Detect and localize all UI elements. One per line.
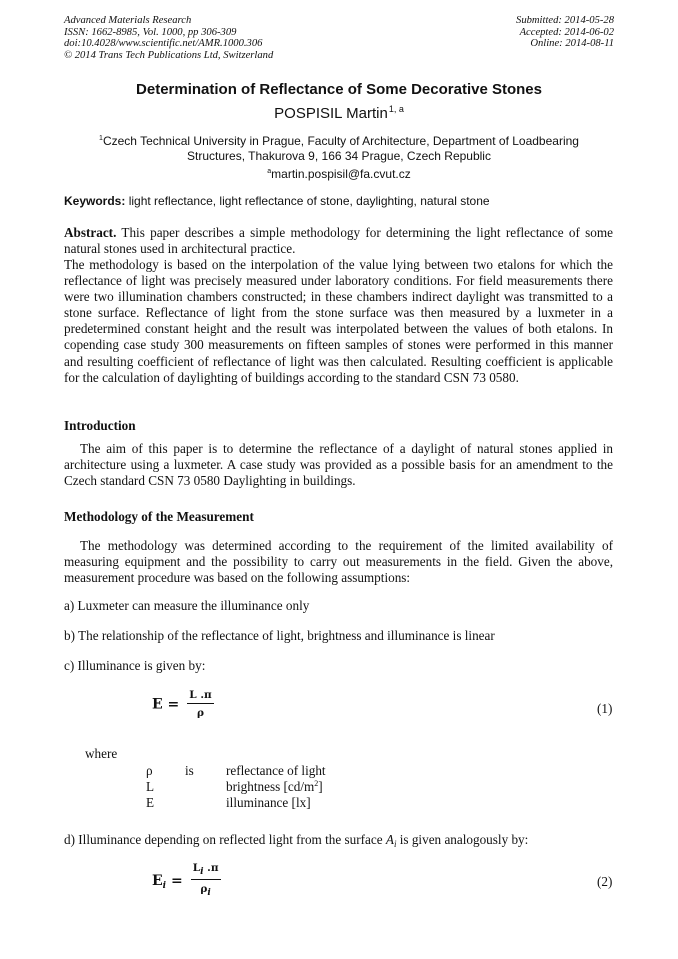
methodology-heading: Methodology of the Measurement (64, 509, 254, 524)
assumption-d-variable: A (385, 832, 394, 847)
equation-2-num-rest: .π (203, 862, 219, 874)
email-marker: a (267, 168, 272, 175)
where-desc-rho: reflectance of light (226, 763, 326, 778)
equation-2-lhs-var: E (152, 872, 163, 889)
equation-2-number: (2) (597, 874, 613, 889)
dates-header (516, 15, 614, 50)
equation-1 (152, 689, 214, 719)
abstract-label: Abstract. (64, 225, 117, 240)
journal-doi: doi:10.4028/www.scientific.net/AMR.1000.306 (64, 38, 263, 50)
assumption-d (64, 832, 528, 849)
assumption-d-text-end: is given analogously by: (396, 832, 529, 847)
equation-1-number: (1) (597, 701, 613, 716)
assumption-a: a) Luxmeter can measure the illuminance only (64, 598, 310, 613)
assumption-d-subscript: i (393, 839, 397, 849)
methodology-text: The methodology was determined according to the requirement of the limited availability of measuring equipment and the possibility to carry out measurements in the field. Given the above, measurement procedure was based on the following assumptions: (64, 538, 613, 586)
equation-1-fraction (187, 689, 213, 719)
journal-copyright: © 2014 Trans Tech Publications Ltd, Switzerland (64, 49, 274, 61)
abstract-paragraph-2: The methodology is based on the interpolation of the value lying between two etalons for which the reflectance of light was precisely measured under laboratory conditions. For field measurements there were two illumination chambers constructed; in these chambers indirect daylight was transmitted to a stone surface. Reflectance of light from the stone surface was then measured by a luxmeter in a predetermined constant height and the result was interpolated between the values of both etalons. In copending case study 300 measurements on fifteen samples of stones were performed in this manner and resulting coefficient of reflectance of light was then calculated. Resulting coefficient is applicable for the calculation of daylighting of buildings according to the standard CSN 73 0580. (64, 257, 613, 385)
submitted-date: Submitted: 2014-05-28 (516, 15, 614, 26)
equation-1-denominator: ρ (196, 707, 204, 719)
equation-2-den-sub: i (207, 888, 211, 898)
equation-2-denominator (191, 880, 221, 898)
keywords-label: Keywords: (64, 194, 126, 208)
equation-1-lhs: E = (152, 696, 180, 713)
where-desc-l (226, 779, 323, 795)
abstract-text-1: This paper describes a simple methodology for determining the light reflectance of some natural stones used in architectural practice. (64, 225, 613, 257)
equation-2-num-sub: i (200, 867, 204, 877)
where-desc-l-end: ] (318, 779, 323, 794)
where-symbol-l: L (146, 779, 155, 794)
equation-2-den-var: ρ (200, 883, 208, 895)
equation-1-numerator: L .π (187, 689, 213, 704)
journal-name: Advanced Materials Research (64, 15, 192, 26)
equation-2-numerator (191, 862, 221, 880)
keywords-text: light reflectance, light reflectance of stone, daylighting, natural stone (125, 194, 490, 208)
equation-2-fraction (191, 862, 221, 898)
assumption-c: c) Illuminance is given by: (64, 658, 206, 673)
introduction-text: The aim of this paper is to determine the reflectance of a daylight of natural stones applied in architecture using a luxmeter. A case study was provided as a possible basis for an amendment to the Czech standard CSN 73 0580 Daylighting in buildings. (64, 441, 613, 489)
author-email: martin.pospisil@fa.cvut.cz (271, 167, 411, 181)
affiliation-marker: 1 (99, 135, 103, 142)
author-line (0, 104, 678, 122)
abstract-paragraph-1 (64, 225, 613, 257)
where-symbol-rho: ρ (146, 763, 153, 778)
where-symbol-e: E (146, 795, 155, 810)
equation-2 (152, 862, 221, 898)
equation-2-lhs (152, 873, 183, 889)
introduction-heading: Introduction (64, 418, 136, 433)
online-date: Online: 2014-08-11 (530, 38, 614, 50)
affiliation-line-1: Czech Technical University in Prague, Faculty of Architecture, Department of Loadbearing (102, 134, 579, 148)
accepted-date: Accepted: 2014-06-02 (519, 26, 614, 38)
journal-header (64, 15, 273, 61)
where-desc-l-text: brightness [cd/m (226, 779, 315, 794)
author-superscript: 1, a (388, 104, 404, 114)
author-name: POSPISIL Martin (274, 105, 388, 122)
paper-title: Determination of Reflectance of Some Decorative Stones (136, 81, 542, 98)
equation-2-lhs-sub: i (162, 880, 167, 891)
affiliation-line-2: Structures, Thakurova 9, 166 34 Prague, Czech Republic (187, 149, 491, 163)
where-is: is (185, 763, 194, 778)
assumption-b: b) The relationship of the reflectance of light, brightness and illuminance is linear (64, 628, 495, 643)
where-desc-l-sup: 2 (314, 779, 319, 788)
journal-issn: ISSN: 1662-8985, Vol. 1000, pp 306-309 (64, 26, 237, 38)
affiliation (60, 131, 618, 182)
assumption-d-text: d) Illuminance depending on reflected light from the surface (64, 832, 386, 847)
keywords (64, 194, 624, 208)
where-label: where (85, 746, 118, 761)
equation-2-equals: = (166, 872, 183, 889)
equation-2-num-var: L (192, 862, 201, 874)
where-desc-e: illuminance [lx] (226, 795, 311, 810)
